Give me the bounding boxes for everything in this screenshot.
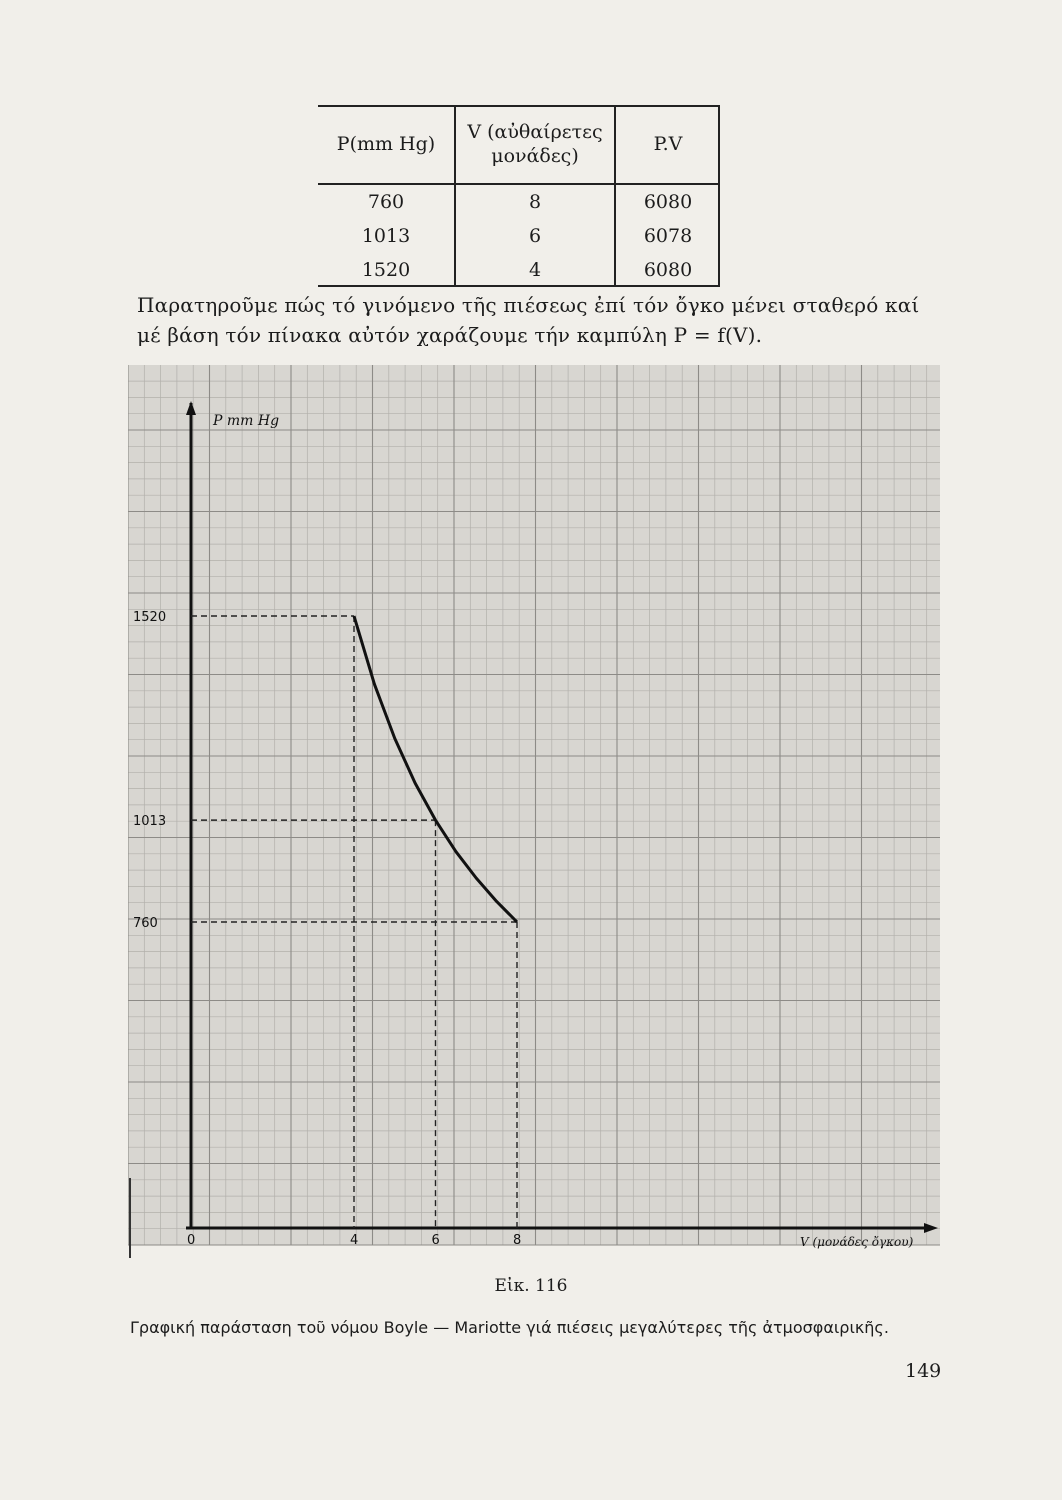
header-pressure: P(mm Hg) [318, 105, 455, 184]
y-axis-label: P mm Hg [213, 413, 280, 429]
table-row [318, 253, 720, 287]
y-tick-label: 760 [133, 916, 158, 932]
data-table-container [318, 105, 720, 287]
y-tick-label: 1013 [133, 814, 167, 830]
x-tick-label: 8 [513, 1233, 522, 1248]
x-axis-label: V (μονάδες ὄγκου) [800, 1235, 914, 1249]
figure-number: Εἰκ. 116 [494, 1276, 568, 1296]
cell-volume: 6 [455, 219, 615, 253]
cell-product: 6080 [643, 191, 693, 213]
boyle-mariotte-graph [128, 365, 940, 1270]
cell-pressure: 760 [318, 184, 455, 219]
paragraph-line: μέ βάση τόν πίνακα αὐτόν χαράζουμε τήν καμπύλη P = f(V). [137, 323, 763, 347]
page-number: 149 [905, 1360, 942, 1382]
cell-volume: 8 [455, 184, 615, 219]
table-row [318, 219, 720, 253]
paragraph-line: Παρατηροῦμε πώς τό γινόμενο τῆς πιέσεως ἐπί τόν ὄγκο μένει σταθερό καί [137, 293, 920, 317]
cell-volume: 4 [455, 253, 615, 287]
cell-pressure: 1520 [318, 253, 455, 287]
table-row [318, 184, 720, 219]
cell-pressure: 1013 [318, 219, 455, 253]
cell-product: 6080 [643, 259, 693, 281]
header-product: P.V [615, 105, 720, 184]
x-tick-label: 4 [350, 1233, 359, 1248]
y-tick-label: 1520 [133, 610, 167, 626]
header-volume: V (αὐθαίρετες μονάδες) [455, 105, 615, 184]
cell-product: 6078 [643, 225, 693, 247]
body-paragraph [137, 290, 937, 350]
x-tick-label: 0 [187, 1233, 196, 1248]
figure-caption: Γραφική παράσταση τοῦ νόμου Boyle — Mariotte γιά πιέσεις μεγαλύτερες τῆς ἀτμοσφαιρικῆς. [130, 1318, 889, 1337]
data-table [318, 105, 720, 287]
table-header-row [318, 105, 720, 184]
x-tick-label: 6 [431, 1233, 440, 1248]
